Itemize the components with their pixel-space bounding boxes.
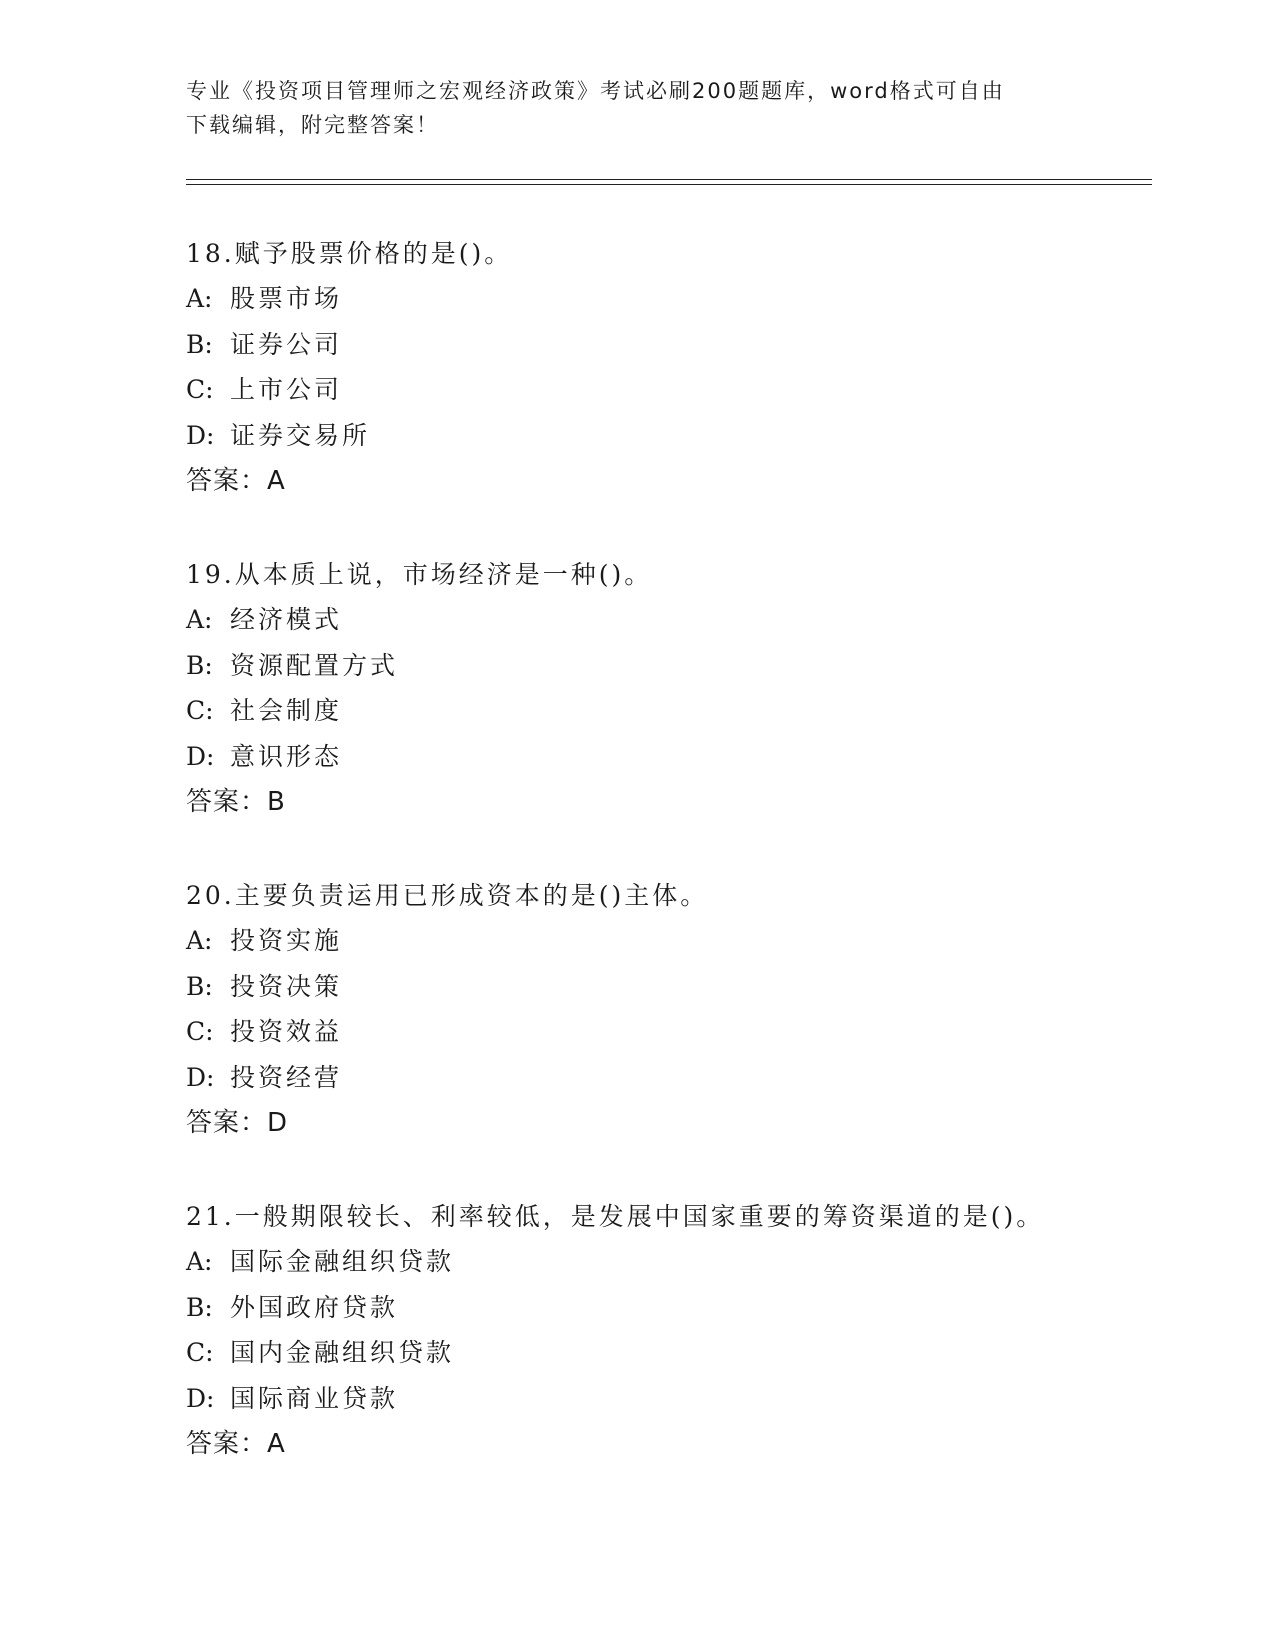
option-text: 投资经营 (230, 1062, 343, 1092)
option-c (186, 1015, 1186, 1060)
option-letter: B: (186, 971, 213, 1001)
option-letter: D: (186, 1062, 215, 1092)
option-b (186, 328, 1186, 373)
header-divider-top (186, 179, 1152, 180)
option-letter: C: (186, 1338, 214, 1368)
option-c (186, 373, 1186, 418)
option-c (186, 1336, 1186, 1381)
option-text: 社会制度 (230, 696, 343, 726)
option-text: 意识形态 (230, 741, 343, 771)
option-letter: B: (186, 1292, 213, 1322)
option-letter: D: (186, 420, 215, 450)
option-letter: A: (186, 926, 213, 956)
option-letter: C: (186, 1017, 214, 1047)
header-divider-bottom (186, 184, 1152, 185)
option-text: 国际金融组织贷款 (230, 1247, 455, 1277)
option-text: 证券公司 (230, 329, 343, 359)
option-d (186, 1061, 1186, 1106)
option-letter: D: (186, 741, 215, 771)
document-header (186, 74, 1086, 142)
answer-line: 答案：A (186, 465, 286, 496)
option-b (186, 1291, 1186, 1336)
question-block (186, 558, 1186, 879)
option-letter: C: (186, 375, 214, 405)
option-text: 国内金融组织贷款 (230, 1338, 455, 1368)
option-b (186, 649, 1186, 694)
option-text: 股票市场 (230, 284, 343, 314)
option-a (186, 282, 1186, 327)
option-d (186, 740, 1186, 785)
question-stem: 19.从本质上说，市场经济是一种()。 (186, 560, 653, 589)
answer-line: 答案：B (186, 786, 286, 817)
option-letter: B: (186, 650, 213, 680)
option-letter: C: (186, 696, 214, 726)
option-letter: A: (186, 1247, 213, 1277)
option-d (186, 1382, 1186, 1427)
option-text: 外国政府贷款 (230, 1292, 399, 1322)
question-stem: 20.主要负责运用已形成资本的是()主体。 (186, 881, 709, 910)
option-text: 投资决策 (230, 971, 343, 1001)
question-block (186, 237, 1186, 558)
option-letter: D: (186, 1383, 215, 1413)
option-letter: A: (186, 605, 213, 635)
option-text: 投资实施 (230, 926, 343, 956)
option-text: 上市公司 (230, 375, 343, 405)
option-c (186, 694, 1186, 739)
answer-line: 答案：A (186, 1428, 286, 1459)
option-letter: B: (186, 329, 213, 359)
option-text: 经济模式 (230, 605, 343, 635)
option-letter: A: (186, 284, 213, 314)
question-list (186, 237, 1186, 1521)
option-text: 资源配置方式 (230, 650, 399, 680)
option-a (186, 1245, 1186, 1290)
option-text: 国际商业贷款 (230, 1383, 399, 1413)
question-stem: 21.一般期限较长、利率较低，是发展中国家重要的筹资渠道的是()。 (186, 1202, 1045, 1231)
header-line-1: 专业《投资项目管理师之宏观经济政策》考试必刷200题题库，word格式可自由 (186, 79, 1005, 103)
question-stem: 18.赋予股票价格的是()。 (186, 239, 513, 268)
option-a (186, 924, 1186, 969)
question-block (186, 879, 1186, 1200)
header-line-2: 下载编辑，附完整答案！ (186, 113, 439, 137)
option-text: 证券交易所 (230, 420, 371, 450)
question-block (186, 1200, 1186, 1521)
answer-line: 答案：D (186, 1107, 289, 1138)
option-a (186, 603, 1186, 648)
option-text: 投资效益 (230, 1017, 343, 1047)
option-d (186, 419, 1186, 464)
option-b (186, 970, 1186, 1015)
